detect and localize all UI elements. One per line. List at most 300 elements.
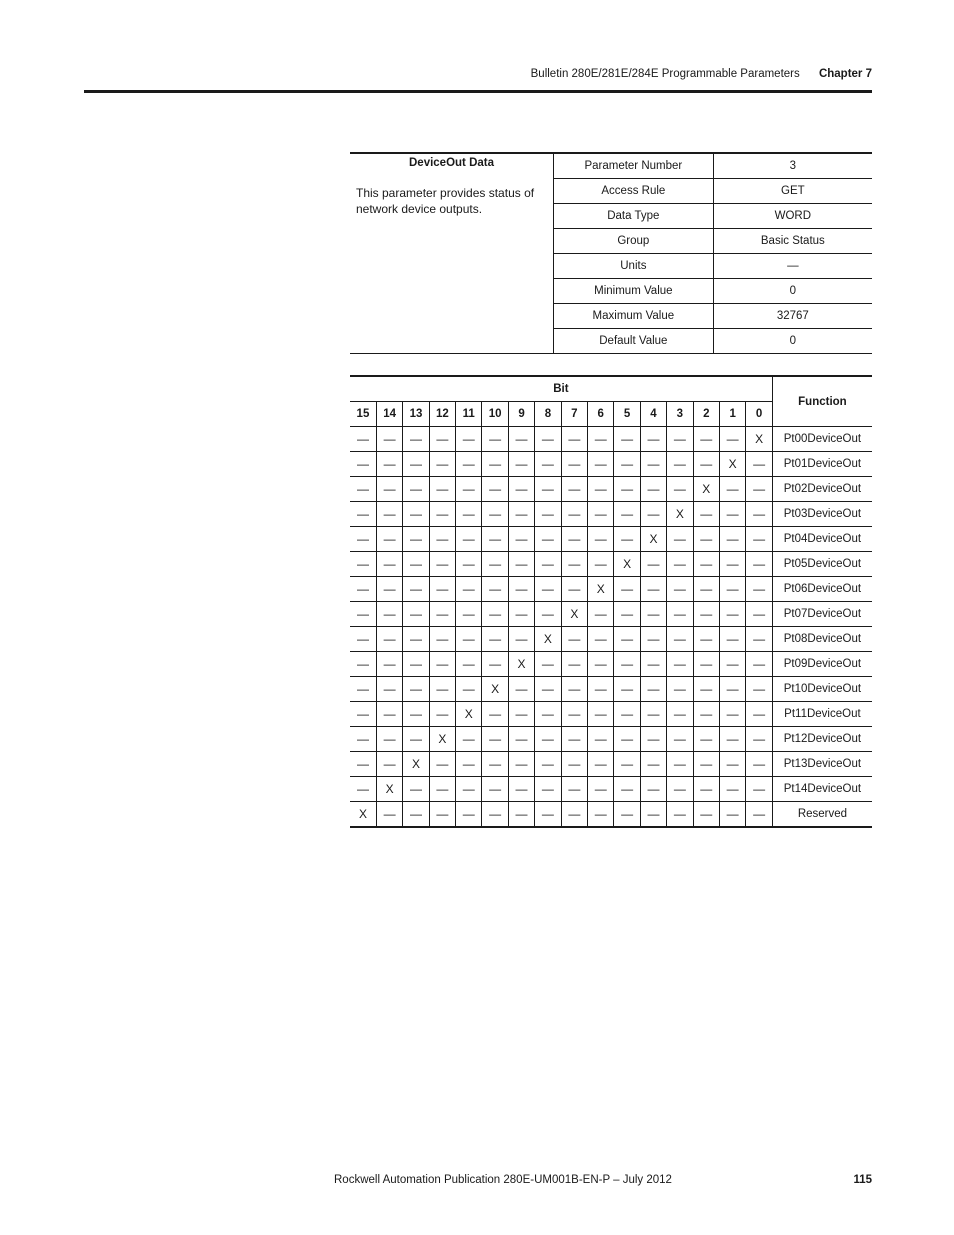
parameter-label: Default Value bbox=[554, 329, 714, 354]
parameter-label: Units bbox=[554, 254, 714, 279]
bit-cell: — bbox=[561, 577, 587, 602]
bit-cell: — bbox=[640, 627, 666, 652]
bit-cell: — bbox=[561, 527, 587, 552]
bit-cell: — bbox=[667, 727, 693, 752]
function-cell: Pt09DeviceOut bbox=[772, 652, 872, 677]
bit-number: 10 bbox=[482, 402, 508, 427]
bit-cell: — bbox=[719, 727, 745, 752]
bit-cell: — bbox=[429, 552, 455, 577]
bit-cell: — bbox=[403, 777, 429, 802]
bit-cell: — bbox=[693, 802, 719, 828]
bit-cell: — bbox=[667, 777, 693, 802]
bit-cell: — bbox=[508, 727, 534, 752]
bit-cell: — bbox=[403, 702, 429, 727]
bit-cell: — bbox=[429, 502, 455, 527]
bit-cell: — bbox=[746, 727, 773, 752]
bit-cell: — bbox=[614, 477, 640, 502]
bit-cell: — bbox=[640, 577, 666, 602]
bit-cell: — bbox=[640, 727, 666, 752]
bit-cell: — bbox=[614, 452, 640, 477]
bit-cell: — bbox=[482, 702, 508, 727]
table-row bbox=[350, 752, 872, 777]
bit-cell: — bbox=[456, 477, 482, 502]
bit-cell: — bbox=[667, 702, 693, 727]
bit-cell: — bbox=[482, 802, 508, 828]
bit-cell: — bbox=[376, 452, 402, 477]
bit-cell: — bbox=[719, 627, 745, 652]
bit-cell: — bbox=[350, 552, 376, 577]
bit-cell: — bbox=[535, 502, 561, 527]
bit-cell: — bbox=[482, 652, 508, 677]
table-row bbox=[350, 677, 872, 702]
bit-cell: — bbox=[588, 427, 614, 452]
function-header: Function bbox=[772, 376, 872, 427]
bit-cell: — bbox=[614, 777, 640, 802]
parameter-value: 3 bbox=[713, 153, 872, 179]
bit-cell: — bbox=[588, 552, 614, 577]
parameter-description-cell bbox=[350, 153, 554, 354]
bit-cell: — bbox=[456, 602, 482, 627]
bit-cell: — bbox=[614, 502, 640, 527]
parameter-value: Basic Status bbox=[713, 229, 872, 254]
function-cell: Pt00DeviceOut bbox=[772, 427, 872, 452]
bit-cell: — bbox=[535, 677, 561, 702]
bit-cell: X bbox=[376, 777, 402, 802]
bit-cell: — bbox=[693, 627, 719, 652]
bit-cell: — bbox=[640, 452, 666, 477]
bit-cell: — bbox=[667, 527, 693, 552]
bit-cell: — bbox=[508, 702, 534, 727]
bit-cell: — bbox=[350, 577, 376, 602]
bit-cell: X bbox=[508, 652, 534, 677]
bit-number: 1 bbox=[719, 402, 745, 427]
bit-cell: — bbox=[429, 427, 455, 452]
bit-cell: — bbox=[508, 552, 534, 577]
bit-cell: — bbox=[719, 752, 745, 777]
bit-cell: X bbox=[350, 802, 376, 828]
bit-table-body bbox=[350, 427, 872, 828]
bit-cell: — bbox=[561, 752, 587, 777]
bit-cell: — bbox=[508, 752, 534, 777]
bit-cell: — bbox=[561, 727, 587, 752]
bit-cell: — bbox=[429, 752, 455, 777]
table-row bbox=[350, 802, 872, 828]
bit-cell: — bbox=[535, 802, 561, 828]
table-row bbox=[350, 627, 872, 652]
bit-cell: — bbox=[693, 552, 719, 577]
bit-cell: — bbox=[376, 727, 402, 752]
bit-cell: — bbox=[719, 527, 745, 552]
bit-cell: — bbox=[403, 627, 429, 652]
bit-cell: — bbox=[429, 477, 455, 502]
table-row bbox=[350, 452, 872, 477]
bit-cell: — bbox=[561, 777, 587, 802]
bit-cell: — bbox=[482, 527, 508, 552]
bit-cell: — bbox=[746, 652, 773, 677]
bit-cell: — bbox=[614, 677, 640, 702]
parameter-label: Minimum Value bbox=[554, 279, 714, 304]
bit-cell: X bbox=[746, 427, 773, 452]
table-row bbox=[350, 702, 872, 727]
bit-cell: — bbox=[667, 752, 693, 777]
bit-cell: X bbox=[640, 527, 666, 552]
parameter-value: WORD bbox=[713, 204, 872, 229]
bit-cell: — bbox=[719, 777, 745, 802]
bit-cell: — bbox=[588, 677, 614, 702]
bit-cell: — bbox=[693, 527, 719, 552]
bit-cell: — bbox=[614, 627, 640, 652]
bit-cell: — bbox=[561, 702, 587, 727]
bit-cell: — bbox=[693, 702, 719, 727]
bit-cell: — bbox=[535, 652, 561, 677]
bit-cell: X bbox=[667, 502, 693, 527]
function-cell: Pt11DeviceOut bbox=[772, 702, 872, 727]
bit-cell: — bbox=[746, 677, 773, 702]
bit-cell: — bbox=[403, 802, 429, 828]
bit-cell: — bbox=[535, 702, 561, 727]
bit-number: 14 bbox=[376, 402, 402, 427]
bit-cell: — bbox=[640, 677, 666, 702]
bit-cell: — bbox=[456, 427, 482, 452]
bit-cell: — bbox=[746, 477, 773, 502]
bit-cell: — bbox=[403, 477, 429, 502]
bit-cell: — bbox=[350, 652, 376, 677]
function-cell: Pt06DeviceOut bbox=[772, 577, 872, 602]
bit-number: 2 bbox=[693, 402, 719, 427]
bit-cell: — bbox=[746, 802, 773, 828]
table-row bbox=[350, 652, 872, 677]
bit-cell: — bbox=[376, 577, 402, 602]
bit-number: 9 bbox=[508, 402, 534, 427]
bit-cell: — bbox=[508, 502, 534, 527]
bit-cell: — bbox=[640, 477, 666, 502]
parameter-value: 32767 bbox=[713, 304, 872, 329]
bit-cell: — bbox=[614, 727, 640, 752]
bit-number: 11 bbox=[456, 402, 482, 427]
bit-cell: — bbox=[693, 777, 719, 802]
bit-cell: — bbox=[667, 577, 693, 602]
bit-cell: — bbox=[614, 802, 640, 828]
bit-cell: — bbox=[429, 802, 455, 828]
parameter-name: DeviceOut Data bbox=[409, 157, 495, 169]
parameter-value: 0 bbox=[713, 279, 872, 304]
bit-cell: — bbox=[667, 627, 693, 652]
table-row bbox=[350, 602, 872, 627]
bit-cell: — bbox=[456, 652, 482, 677]
bit-cell: — bbox=[614, 652, 640, 677]
bit-function-table bbox=[350, 375, 872, 828]
bit-cell: — bbox=[456, 502, 482, 527]
bit-cell: — bbox=[350, 677, 376, 702]
bit-cell: — bbox=[482, 477, 508, 502]
parameter-label: Data Type bbox=[554, 204, 714, 229]
bit-cell: — bbox=[403, 577, 429, 602]
function-cell: Pt03DeviceOut bbox=[772, 502, 872, 527]
parameter-label: Maximum Value bbox=[554, 304, 714, 329]
bit-cell: — bbox=[456, 577, 482, 602]
bit-cell: — bbox=[614, 527, 640, 552]
bit-cell: — bbox=[588, 477, 614, 502]
bit-cell: — bbox=[429, 702, 455, 727]
bit-cell: — bbox=[614, 602, 640, 627]
parameter-value: GET bbox=[713, 179, 872, 204]
bit-cell: — bbox=[535, 752, 561, 777]
table-row bbox=[350, 777, 872, 802]
bit-cell: — bbox=[508, 427, 534, 452]
bit-cell: — bbox=[403, 602, 429, 627]
table-row bbox=[350, 527, 872, 552]
bit-cell: — bbox=[403, 427, 429, 452]
bit-cell: — bbox=[667, 452, 693, 477]
bit-cell: — bbox=[746, 527, 773, 552]
bit-cell: — bbox=[508, 802, 534, 828]
bit-cell: — bbox=[667, 552, 693, 577]
bit-cell: — bbox=[588, 502, 614, 527]
parameter-value: 0 bbox=[713, 329, 872, 354]
bit-cell: — bbox=[350, 702, 376, 727]
bit-cell: — bbox=[350, 777, 376, 802]
bit-cell: — bbox=[403, 452, 429, 477]
function-cell: Pt04DeviceOut bbox=[772, 527, 872, 552]
bit-cell: — bbox=[746, 502, 773, 527]
bit-number: 15 bbox=[350, 402, 376, 427]
bit-cell: — bbox=[508, 527, 534, 552]
bit-cell: X bbox=[719, 452, 745, 477]
bit-header: Bit bbox=[350, 376, 772, 402]
table-row bbox=[350, 727, 872, 752]
bit-cell: — bbox=[376, 427, 402, 452]
bit-number: 6 bbox=[588, 402, 614, 427]
bit-cell: — bbox=[535, 552, 561, 577]
bit-cell: — bbox=[640, 777, 666, 802]
bit-cell: — bbox=[693, 502, 719, 527]
bit-cell: — bbox=[482, 752, 508, 777]
bit-cell: — bbox=[429, 627, 455, 652]
bit-cell: — bbox=[482, 627, 508, 652]
bit-number: 3 bbox=[667, 402, 693, 427]
table-row bbox=[350, 577, 872, 602]
bit-cell: — bbox=[614, 752, 640, 777]
bit-cell: — bbox=[719, 602, 745, 627]
bit-cell: — bbox=[535, 477, 561, 502]
bit-cell: — bbox=[403, 527, 429, 552]
bit-cell: — bbox=[508, 577, 534, 602]
bit-cell: — bbox=[746, 702, 773, 727]
bit-cell: — bbox=[376, 677, 402, 702]
bit-cell: — bbox=[429, 602, 455, 627]
bit-cell: — bbox=[561, 652, 587, 677]
bit-cell: — bbox=[376, 627, 402, 652]
bit-table-head bbox=[350, 376, 872, 427]
bit-cell: — bbox=[350, 627, 376, 652]
bit-cell: — bbox=[376, 802, 402, 828]
bit-cell: — bbox=[429, 577, 455, 602]
bit-cell: — bbox=[640, 752, 666, 777]
bit-cell: — bbox=[693, 452, 719, 477]
bit-cell: — bbox=[667, 802, 693, 828]
bit-cell: — bbox=[350, 427, 376, 452]
table-row bbox=[350, 427, 872, 452]
bit-cell: — bbox=[350, 752, 376, 777]
bit-cell: — bbox=[535, 727, 561, 752]
function-cell: Pt13DeviceOut bbox=[772, 752, 872, 777]
bit-cell: — bbox=[535, 602, 561, 627]
bit-cell: — bbox=[746, 452, 773, 477]
bit-cell: X bbox=[482, 677, 508, 702]
function-cell: Pt10DeviceOut bbox=[772, 677, 872, 702]
bit-cell: — bbox=[429, 452, 455, 477]
bit-cell: — bbox=[640, 652, 666, 677]
bit-cell: — bbox=[429, 652, 455, 677]
bit-cell: — bbox=[376, 652, 402, 677]
bit-cell: — bbox=[508, 777, 534, 802]
bit-cell: — bbox=[693, 577, 719, 602]
page-footer bbox=[84, 1174, 872, 1194]
header-chapter: Chapter 7 bbox=[818, 68, 872, 80]
bit-cell: — bbox=[719, 577, 745, 602]
bit-cell: — bbox=[693, 752, 719, 777]
bit-cell: — bbox=[403, 552, 429, 577]
bit-cell: — bbox=[561, 452, 587, 477]
bit-cell: — bbox=[456, 627, 482, 652]
bit-cell: — bbox=[719, 702, 745, 727]
bit-cell: — bbox=[719, 677, 745, 702]
function-cell: Pt08DeviceOut bbox=[772, 627, 872, 652]
bit-cell: — bbox=[588, 702, 614, 727]
bit-cell: — bbox=[746, 602, 773, 627]
function-cell: Pt07DeviceOut bbox=[772, 602, 872, 627]
bit-cell: — bbox=[561, 552, 587, 577]
bit-cell: — bbox=[403, 652, 429, 677]
bit-cell: — bbox=[561, 677, 587, 702]
bit-cell: — bbox=[482, 452, 508, 477]
function-cell: Pt14DeviceOut bbox=[772, 777, 872, 802]
bit-cell: — bbox=[719, 552, 745, 577]
bit-cell: — bbox=[456, 752, 482, 777]
bit-cell: — bbox=[535, 527, 561, 552]
parameter-label: Access Rule bbox=[554, 179, 714, 204]
function-cell: Pt12DeviceOut bbox=[772, 727, 872, 752]
bit-cell: — bbox=[588, 627, 614, 652]
bit-cell: — bbox=[508, 677, 534, 702]
bit-cell: — bbox=[667, 427, 693, 452]
table-row bbox=[350, 552, 872, 577]
bit-cell: — bbox=[482, 427, 508, 452]
bit-cell: — bbox=[588, 777, 614, 802]
bit-cell: — bbox=[456, 777, 482, 802]
bit-cell: — bbox=[376, 502, 402, 527]
bit-cell: — bbox=[429, 677, 455, 702]
bit-cell: X bbox=[535, 627, 561, 652]
bit-cell: — bbox=[588, 752, 614, 777]
bit-number: 5 bbox=[614, 402, 640, 427]
bit-cell: — bbox=[429, 527, 455, 552]
bit-cell: — bbox=[535, 427, 561, 452]
bit-cell: — bbox=[350, 527, 376, 552]
bit-cell: — bbox=[614, 702, 640, 727]
parameter-label: Group bbox=[554, 229, 714, 254]
bit-number: 0 bbox=[746, 402, 773, 427]
bit-cell: X bbox=[693, 477, 719, 502]
bit-cell: — bbox=[456, 552, 482, 577]
header-title: Bulletin 280E/281E/284E Programmable Parameters bbox=[530, 68, 800, 80]
bit-cell: — bbox=[746, 577, 773, 602]
bit-cell: — bbox=[456, 452, 482, 477]
bit-cell: — bbox=[350, 477, 376, 502]
table-row bbox=[350, 477, 872, 502]
bit-cell: X bbox=[588, 577, 614, 602]
bit-cell: X bbox=[456, 702, 482, 727]
bit-number: 7 bbox=[561, 402, 587, 427]
bit-cell: — bbox=[561, 627, 587, 652]
bit-number: 8 bbox=[535, 402, 561, 427]
bit-cell: — bbox=[667, 652, 693, 677]
bit-cell: — bbox=[667, 677, 693, 702]
bit-cell: — bbox=[561, 802, 587, 828]
bit-cell: — bbox=[693, 652, 719, 677]
bit-number: 12 bbox=[429, 402, 455, 427]
bit-cell: — bbox=[482, 552, 508, 577]
bit-cell: — bbox=[667, 477, 693, 502]
footer-publication: Rockwell Automation Publication 280E-UM001B-EN-P – July 2012 bbox=[334, 1174, 672, 1186]
bit-cell: — bbox=[719, 652, 745, 677]
bit-cell: — bbox=[456, 527, 482, 552]
bit-cell: — bbox=[535, 577, 561, 602]
bit-cell: — bbox=[640, 602, 666, 627]
bit-cell: X bbox=[429, 727, 455, 752]
parameter-label: Parameter Number bbox=[554, 153, 714, 179]
bit-cell: — bbox=[376, 602, 402, 627]
parameter-value: — bbox=[713, 254, 872, 279]
bit-cell: — bbox=[640, 802, 666, 828]
bit-cell: — bbox=[456, 802, 482, 828]
bit-cell: — bbox=[482, 777, 508, 802]
bit-cell: — bbox=[746, 752, 773, 777]
bit-cell: — bbox=[640, 552, 666, 577]
bit-cell: — bbox=[482, 727, 508, 752]
bit-cell: — bbox=[693, 427, 719, 452]
bit-cell: — bbox=[667, 602, 693, 627]
bit-cell: — bbox=[614, 427, 640, 452]
bit-cell: — bbox=[588, 727, 614, 752]
bit-cell: — bbox=[482, 577, 508, 602]
bit-cell: — bbox=[376, 702, 402, 727]
bit-cell: — bbox=[508, 477, 534, 502]
bit-cell: — bbox=[588, 652, 614, 677]
bit-cell: — bbox=[508, 627, 534, 652]
bit-cell: — bbox=[535, 777, 561, 802]
parameter-description: This parameter provides status of network device outputs. bbox=[356, 186, 535, 216]
bit-cell: — bbox=[561, 477, 587, 502]
bit-cell: — bbox=[350, 727, 376, 752]
bit-cell: — bbox=[640, 702, 666, 727]
bit-number: 4 bbox=[640, 402, 666, 427]
bit-cell: — bbox=[482, 602, 508, 627]
table-row bbox=[350, 502, 872, 527]
bit-cell: — bbox=[508, 452, 534, 477]
page-number: 115 bbox=[853, 1174, 872, 1186]
bit-cell: — bbox=[482, 502, 508, 527]
bit-cell: — bbox=[693, 677, 719, 702]
function-cell: Pt01DeviceOut bbox=[772, 452, 872, 477]
function-cell: Reserved bbox=[772, 802, 872, 828]
bit-cell: — bbox=[719, 477, 745, 502]
bit-cell: — bbox=[561, 502, 587, 527]
bit-cell: — bbox=[588, 602, 614, 627]
bit-cell: — bbox=[588, 452, 614, 477]
bit-cell: — bbox=[719, 427, 745, 452]
bit-cell: X bbox=[614, 552, 640, 577]
